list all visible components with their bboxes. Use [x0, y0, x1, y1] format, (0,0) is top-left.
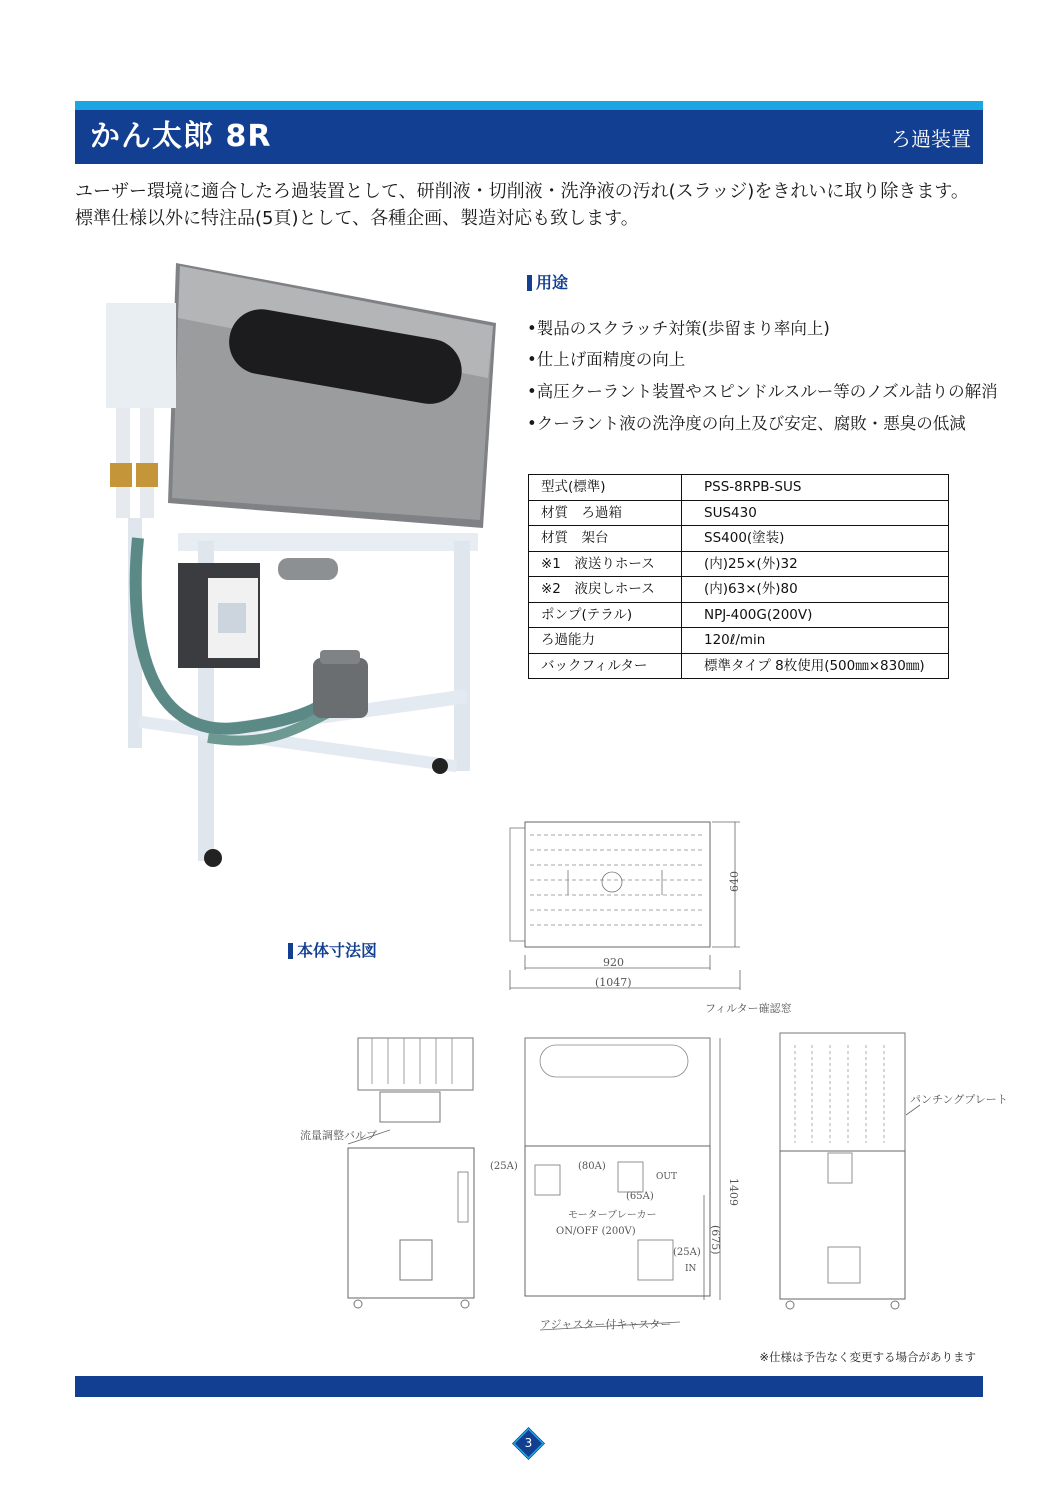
- label-on-off: ON/OFF (200V): [556, 1226, 636, 1237]
- label-motor-breaker: モーターブレーカー: [568, 1210, 657, 1221]
- uses-heading-text: 用途: [536, 273, 569, 292]
- label-flow-valve: 流量調整バルブ: [300, 1129, 377, 1142]
- spec-value: (内)63×(外)80: [682, 577, 949, 603]
- table-row: [529, 653, 949, 679]
- dim-width: 920: [603, 956, 624, 969]
- spec-label: 材質 架台: [529, 526, 682, 552]
- table-row: [529, 577, 949, 603]
- spec-label: バックフィルター: [529, 653, 682, 679]
- spec-value: NPJ-400G(200V): [682, 602, 949, 628]
- page-category: ろ過装置: [891, 127, 971, 151]
- header-accent-line: [75, 101, 983, 110]
- spec-label: ポンプ(テラル): [529, 602, 682, 628]
- dimension-heading: [288, 941, 377, 961]
- spec-value: SUS430: [682, 500, 949, 526]
- table-row: [529, 500, 949, 526]
- spec-value: 標準タイプ 8枚使用(500㎜×830㎜): [682, 653, 949, 679]
- table-row: [529, 628, 949, 654]
- dimension-heading-text: 本体寸法図: [297, 941, 378, 960]
- spec-value: SS400(塗装): [682, 526, 949, 552]
- uses-heading: [527, 273, 568, 293]
- spec-label: ※1 液送りホース: [529, 551, 682, 577]
- page-title: かん太郎 8R: [90, 119, 272, 154]
- product-photo: [88, 258, 496, 870]
- table-row: [529, 475, 949, 501]
- table-row: [529, 551, 949, 577]
- spec-value: PSS-8RPB-SUS: [682, 475, 949, 501]
- table-row: [529, 602, 949, 628]
- side-view-left-drawing: [290, 1022, 505, 1317]
- intro-line-2: 標準仕様以外に特注品(5頁)として、各種企画、製造対応も致します。: [75, 208, 639, 229]
- front-view-drawing: [490, 1000, 792, 1340]
- label-port-25a: (25A): [490, 1161, 518, 1172]
- heading-bar: [288, 943, 293, 959]
- dim-overall-width: (1047): [595, 976, 632, 989]
- page-number: 3: [524, 1436, 533, 1450]
- side-view-right-drawing: [770, 1025, 1008, 1315]
- spec-label: 材質 ろ過箱: [529, 500, 682, 526]
- label-pump-port-25a: (25A): [673, 1247, 701, 1258]
- spec-label: ろ過能力: [529, 628, 682, 654]
- use-item: •仕上げ面精度の向上: [527, 350, 686, 369]
- dim-pump-height: (675): [709, 1225, 722, 1255]
- intro-line-1: ユーザー環境に適合したろ過装置として、研削液・切削液・洗浄液の汚れ(スラッジ)をきれいに取り除きます。: [75, 181, 969, 202]
- spec-value: (内)25×(外)32: [682, 551, 949, 577]
- use-item: •製品のスクラッチ対策(歩留まり率向上): [527, 319, 830, 338]
- spec-value: 120ℓ/min: [682, 628, 949, 654]
- top-view-drawing: [490, 810, 760, 995]
- footer-band: [75, 1376, 983, 1397]
- spec-label: 型式(標準): [529, 475, 682, 501]
- heading-bar: [527, 275, 532, 291]
- label-filter-window: フィルター確認窓: [705, 1002, 792, 1015]
- label-port-out: OUT: [656, 1172, 677, 1182]
- spec-table: [528, 474, 949, 679]
- use-item: •高圧クーラント装置やスピンドルスルー等のノズル詰りの解消: [527, 382, 998, 401]
- dim-height: 1409: [727, 1178, 740, 1206]
- label-punching-plate: パンチングプレート: [910, 1093, 1008, 1106]
- label-port-65a: (65A): [626, 1191, 654, 1202]
- label-port-in: IN: [685, 1264, 697, 1274]
- table-row: [529, 526, 949, 552]
- label-port-80a: (80A): [578, 1161, 606, 1172]
- disclaimer-note: ※仕様は予告なく変更する場合があります: [759, 1350, 976, 1364]
- use-item: •クーラント液の洗浄度の向上及び安定、腐敗・悪臭の低減: [527, 414, 966, 433]
- spec-label: ※2 液戻しホース: [529, 577, 682, 603]
- dim-depth: 640: [728, 871, 741, 892]
- label-casters: アジャスター付キャスター: [540, 1318, 672, 1331]
